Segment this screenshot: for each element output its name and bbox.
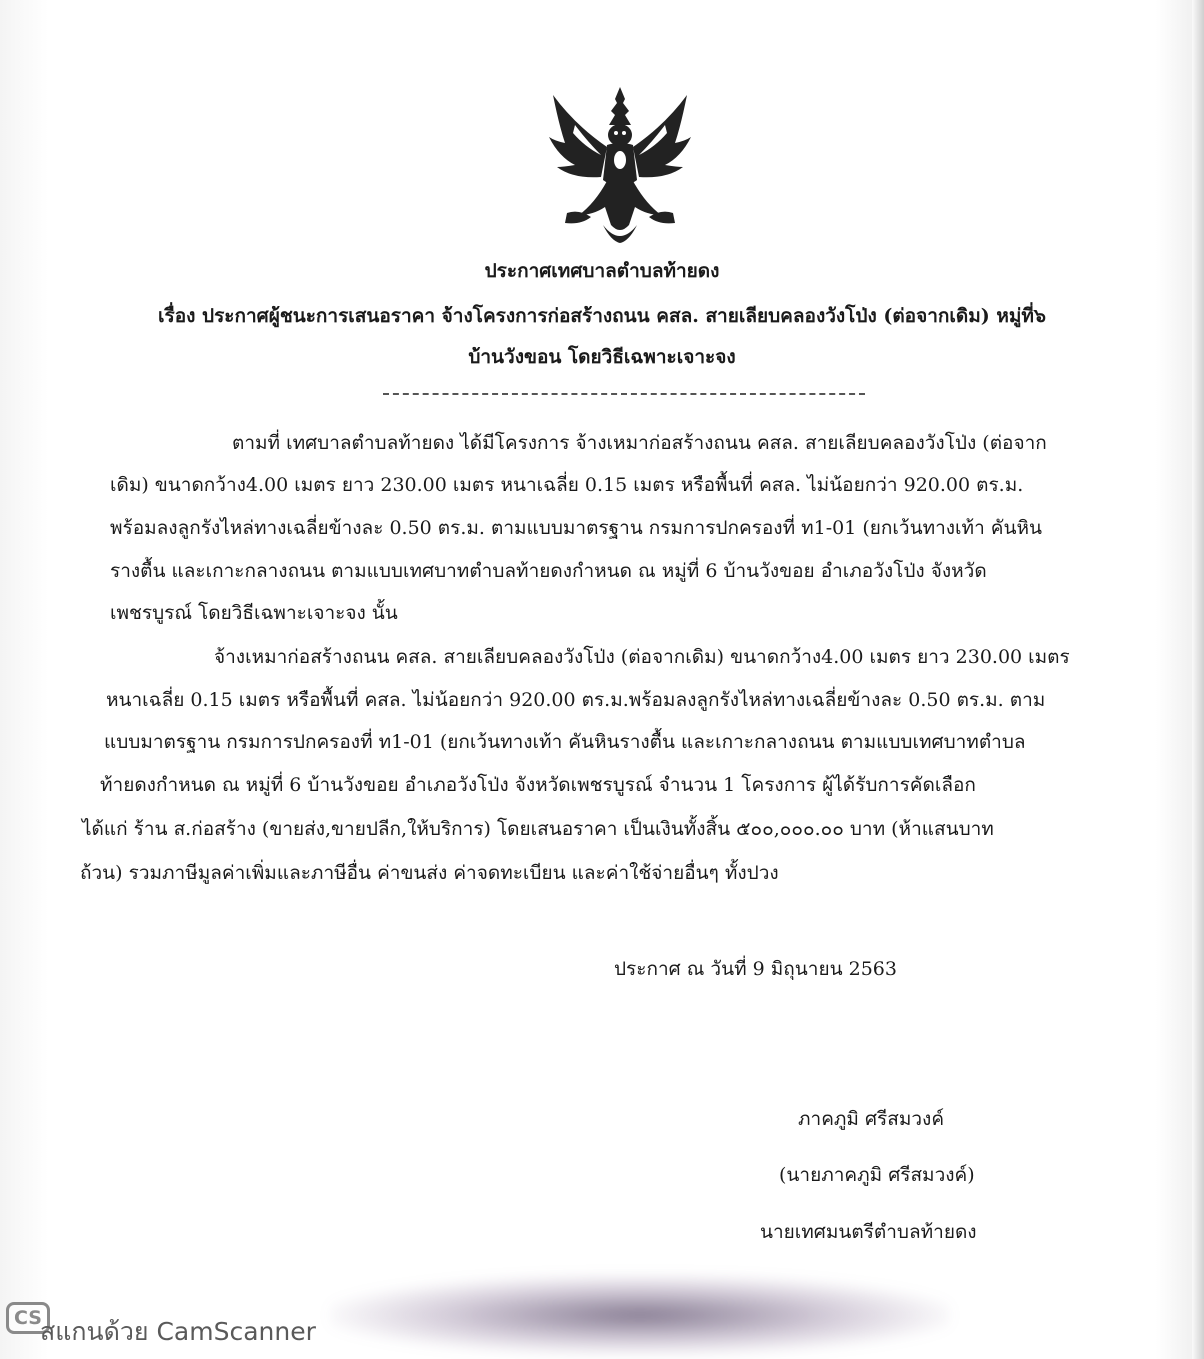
paragraph-2-line: ถ้วน) รวมภาษีมูลค่าเพิ่มและภาษีอื่น ค่าขนส่ง ค่าจดทะเบียน และค่าใช้จ่ายอื่นๆ ทั้งปวง: [80, 862, 779, 884]
paragraph-2-line: ได้แก่ ร้าน ส.ก่อสร้าง (ขายส่ง,ขายปลีก,ให้บริการ) โดยเสนอราคา เป็นเงินทั้งสิ้น ๕๐๐,๐๐๐.๐๐ บาท (ห้าแสนบาท: [82, 818, 994, 840]
subject-line-2: บ้านวังขอน โดยวิธีเฉพาะเจาะจง: [468, 346, 736, 368]
camscanner-logo-icon: CS: [6, 1302, 50, 1334]
paragraph-2-line: หนาเฉลี่ย 0.15 เมตร หรือพื้นที่ คสล. ไม่น้อยกว่า 920.00 ตร.ม.พร้อมลงลูกรังไหล่ทางเฉลี่ยข้างละ 0.50 ตร.ม. ตาม: [106, 689, 1046, 711]
signature-name: ภาคภูมิ ศรีสมวงค์: [798, 1108, 945, 1130]
page-edge-shadow: [1192, 0, 1204, 1359]
paragraph-2-line: แบบมาตรฐาน กรมการปกครองที่ ท1-01 (ยกเว้นทางเท้า คันหินรางตื้น และเกาะกลางถนน ตามแบบเทศบาทตำบล: [104, 731, 1026, 753]
paragraph-1-line: รางตื้น และเกาะกลางถนน ตามแบบเทศบาทตำบลท้ายดงกำหนด ณ หมู่ที่ 6 บ้านวังขอย อำเภอวังโป่ง จังหวัด: [110, 560, 987, 582]
subject-line-1: เรื่อง ประกาศผู้ชนะการเสนอราคา จ้างโครงการก่อสร้างถนน คสล. สายเลียบคลองวังโป่ง (ต่อจากเดิม) หมู่ที่๖: [158, 305, 1046, 327]
camscanner-watermark-text: สแกนด้วย CamScanner: [40, 1317, 316, 1346]
signer-position: นายเทศมนตรีตำบลท้ายดง: [760, 1221, 977, 1243]
announcement-title: ประกาศเทศบาลตำบลท้ายดง: [484, 260, 720, 282]
separator-dashed-line: [383, 393, 865, 395]
paragraph-1-line: เดิม) ขนาดกว้าง4.00 เมตร ยาว 230.00 เมตร หนาเฉลี่ย 0.15 เมตร หรือพื้นที่ คสล. ไม่น้อยกว่า 920.00 ตร.ม.: [110, 474, 1024, 496]
paragraph-1-line: พร้อมลงลูกรังไหล่ทางเฉลี่ยข้างละ 0.50 ตร.ม. ตามแบบมาตรฐาน กรมการปกครองที่ ท1-01 (ยกเว้นทางเท้า คันหิน: [110, 517, 1042, 539]
paragraph-1-line: เพชรบูรณ์ โดยวิธีเฉพาะเจาะจง นั้น: [110, 602, 398, 624]
paragraph-1-line: ตามที่ เทศบาลตำบลท้ายดง ได้มีโครงการ จ้างเหมาก่อสร้างถนน คสล. สายเลียบคลองวังโป่ง (ต่อจาก: [232, 432, 1047, 454]
garuda-emblem-icon: [545, 85, 695, 245]
paragraph-2-line: ท้ายดงกำหนด ณ หมู่ที่ 6 บ้านวังขอย อำเภอวังโป่ง จังหวัดเพชรบูรณ์ จำนวน 1 โครงการ ผู้ได้รับการคัดเลือก: [100, 774, 976, 796]
scan-smudge: [330, 1275, 950, 1355]
announcement-date: ประกาศ ณ วันที่ 9 มิถุนายน 2563: [614, 958, 897, 980]
printed-name: (นายภาคภูมิ ศรีสมวงค์): [779, 1164, 975, 1186]
paragraph-2-line: จ้างเหมาก่อสร้างถนน คสล. สายเลียบคลองวังโป่ง (ต่อจากเดิม) ขนาดกว้าง4.00 เมตร ยาว 230.00 เมตร: [214, 646, 1070, 668]
